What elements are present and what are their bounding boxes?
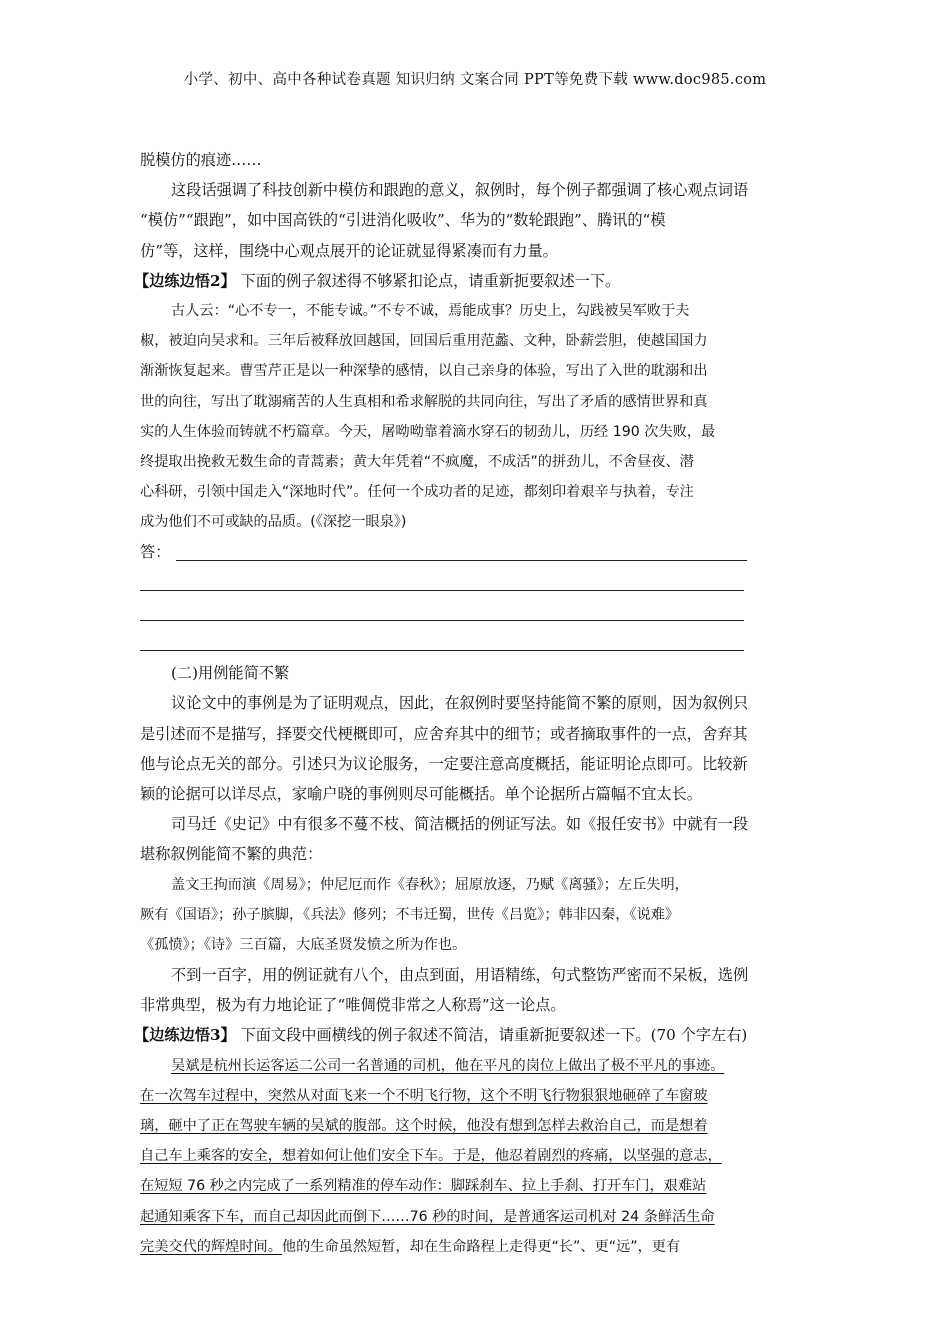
section2-para1-line: 颖的论据可以详尽点，家喻户晓的事例则尽可能概括。单个论据所占篇幅不宜太长。 <box>140 784 702 803</box>
exercise2-tag: 【边练边悟2】 <box>134 271 236 290</box>
answer-line[interactable] <box>176 560 747 561</box>
exercise3-line <box>140 1051 812 1081</box>
exercise2-passage-line: 古人云：“心不专一，不能专诚。”不专不诚，焉能成事？历史上，勾践被吴军败于夫 <box>171 302 690 319</box>
exercise3-line <box>140 1111 812 1141</box>
exercise3-line <box>140 1232 812 1262</box>
underlined-example: 自己车上乘客的安全，想着如何让他们安全下车。于是，他忍着剧烈的疼痛，以坚强的意志， <box>140 1148 722 1165</box>
answer-line[interactable] <box>140 620 744 621</box>
exercise3-tag: 【边练边悟3】 <box>134 1026 236 1045</box>
exercise2-passage-line: 终提取出挽救无数生命的青蒿素；黄大年凭着“不疯魔，不成活”的拼劲儿，不舍昼夜、潜 <box>140 453 694 470</box>
exercise3-line <box>140 1141 812 1171</box>
quote-line: 厥有《国语》；孙子膑脚，《兵法》修列；不韦迁蜀，世传《吕览》；韩非囚秦，《说难》 <box>140 906 680 923</box>
underlined-example: 完美交代的辉煌时间。 <box>140 1238 282 1255</box>
answer-area <box>140 537 812 567</box>
exercise3-tail: 他的生命虽然短暂，却在生命路程上走得更“长”、更“远”，更有 <box>281 1238 681 1255</box>
underlined-example: 起通知乘客下车，而自己却因此而倒下……76 秒的时间，是普通客运司机对 24 条鲜活生命 <box>140 1208 715 1225</box>
section2-para3-line: 不到一百字，用的例证就有八个，由点到面，用语精练，句式整饬严密而不呆板，选例 <box>171 966 749 985</box>
exercise2-passage-line: 心科研，引领中国走入“深地时代”。任何一个成功者的足迹，都刻印着艰辛与执着，专注 <box>140 484 694 501</box>
section2-para1-line: 议论文中的事例是为了证明观点，因此，在叙例时要坚持能简不繁的原则，因为叙例只 <box>171 694 749 713</box>
exercise3-line <box>140 1202 812 1232</box>
answer-label: 答： <box>140 543 171 562</box>
section2-para1-line: 他与论点无关的部分。引述只为议论服务，一定要注意高度概括，能证明论点即可。比较新 <box>140 754 748 773</box>
section2-para1-line: 是引述而不是描写，择要交代梗概即可，应舍弃其中的细节；或者摘取事件的一点，舍弃其 <box>140 724 748 743</box>
exercise2-passage-line: 椒，被迫向吴求和。三年后被释放回越国，回国后重用范蠡、文种，卧薪尝胆，使越国国力 <box>140 333 708 350</box>
quote-line: 《孤愤》；《诗》三百篇，大底圣贤发愤之所为作也。 <box>140 936 467 953</box>
answer-line[interactable] <box>140 590 744 591</box>
quote-line: 盖文王拘而演《周易》；仲尼厄而作《春秋》；屈原放逐，乃赋《离骚》；左丘失明， <box>171 876 689 893</box>
exercise3-heading <box>134 1020 812 1050</box>
underlined-example: 在一次驾车过程中，突然从对面飞来一个不明飞行物，这个不明飞行物狠狠地砸碎了车窗玻 <box>140 1087 708 1104</box>
section2-para3-line: 非常典型，极为有力地论证了“唯倜傥非常之人称焉”这一论点。 <box>140 996 566 1015</box>
answer-line[interactable] <box>140 650 744 651</box>
section2-para2-line: 司马迁《史记》中有很多不蔓不枝、简洁概括的例证写法。如《报任安书》中就有一段 <box>171 815 749 834</box>
exercise3-prompt: 下面文段中画横线的例子叙述不简洁，请重新扼要叙述一下。(70 个字左右) <box>240 1026 748 1045</box>
exercise2-passage-line: 世的向往，写出了耽溺痛苦的人生真相和希求解脱的共同向往，写出了矛盾的感情世界和真 <box>140 393 708 410</box>
exercise2-heading <box>134 266 812 296</box>
exercise2-passage-line: 渐渐恢复起来。曹雪芹正是以一种深挚的感情，以自己亲身的体验，写出了入世的耽溺和出 <box>140 363 708 380</box>
exercise3-line <box>140 1171 812 1201</box>
intro-line: 这段话强调了科技创新中模仿和跟跑的意义，叙例时，每个例子都强调了核心观点词语 <box>171 181 749 200</box>
section2-para2-line: 堪称叙例能简不繁的典范： <box>140 845 323 864</box>
exercise2-prompt: 下面的例子叙述得不够紧扣论点，请重新扼要叙述一下。 <box>240 271 621 290</box>
exercise2-passage-line: 实的人生体验而铸就不朽篇章。今天，屠呦呦靠着滴水穿石的韧劲儿，历经 190 次失败，最 <box>140 423 716 440</box>
document-body <box>134 145 812 1262</box>
underlined-example: 在短短 76 秒之内完成了一系列精准的停车动作：脚踩刹车、拉上手刹、打开车门，艰难站 <box>140 1178 707 1195</box>
underlined-example: 吴斌是杭州长运客运二公司一名普通的司机，他在平凡的岗位上做出了极不平凡的事迹。 <box>171 1057 725 1074</box>
exercise3-line <box>140 1081 812 1111</box>
section2-title: (二)用例能简不繁 <box>171 664 290 683</box>
page-header: 小学、初中、高中各种试卷真题 知识归纳 文案合同 PPT等免费下载 www.doc985.com <box>183 72 767 88</box>
underlined-example: 璃，砸中了正在驾驶车辆的吴斌的腹部。这个时候，他没有想到怎样去救治自己，而是想着 <box>140 1118 708 1134</box>
intro-line: 仿”等，这样，围绕中心观点展开的论证就显得紧凑而有力量。 <box>140 241 558 260</box>
intro-line: 脱模仿的痕迹…… <box>140 151 262 169</box>
exercise2-passage-line: 成为他们不可或缺的品质。(《深挖一眼泉》) <box>140 514 407 531</box>
intro-line: “模仿”“跟跑”，如中国高铁的“引进消化吸收”、华为的“数轮跟跑”、腾讯的“模 <box>140 211 666 230</box>
